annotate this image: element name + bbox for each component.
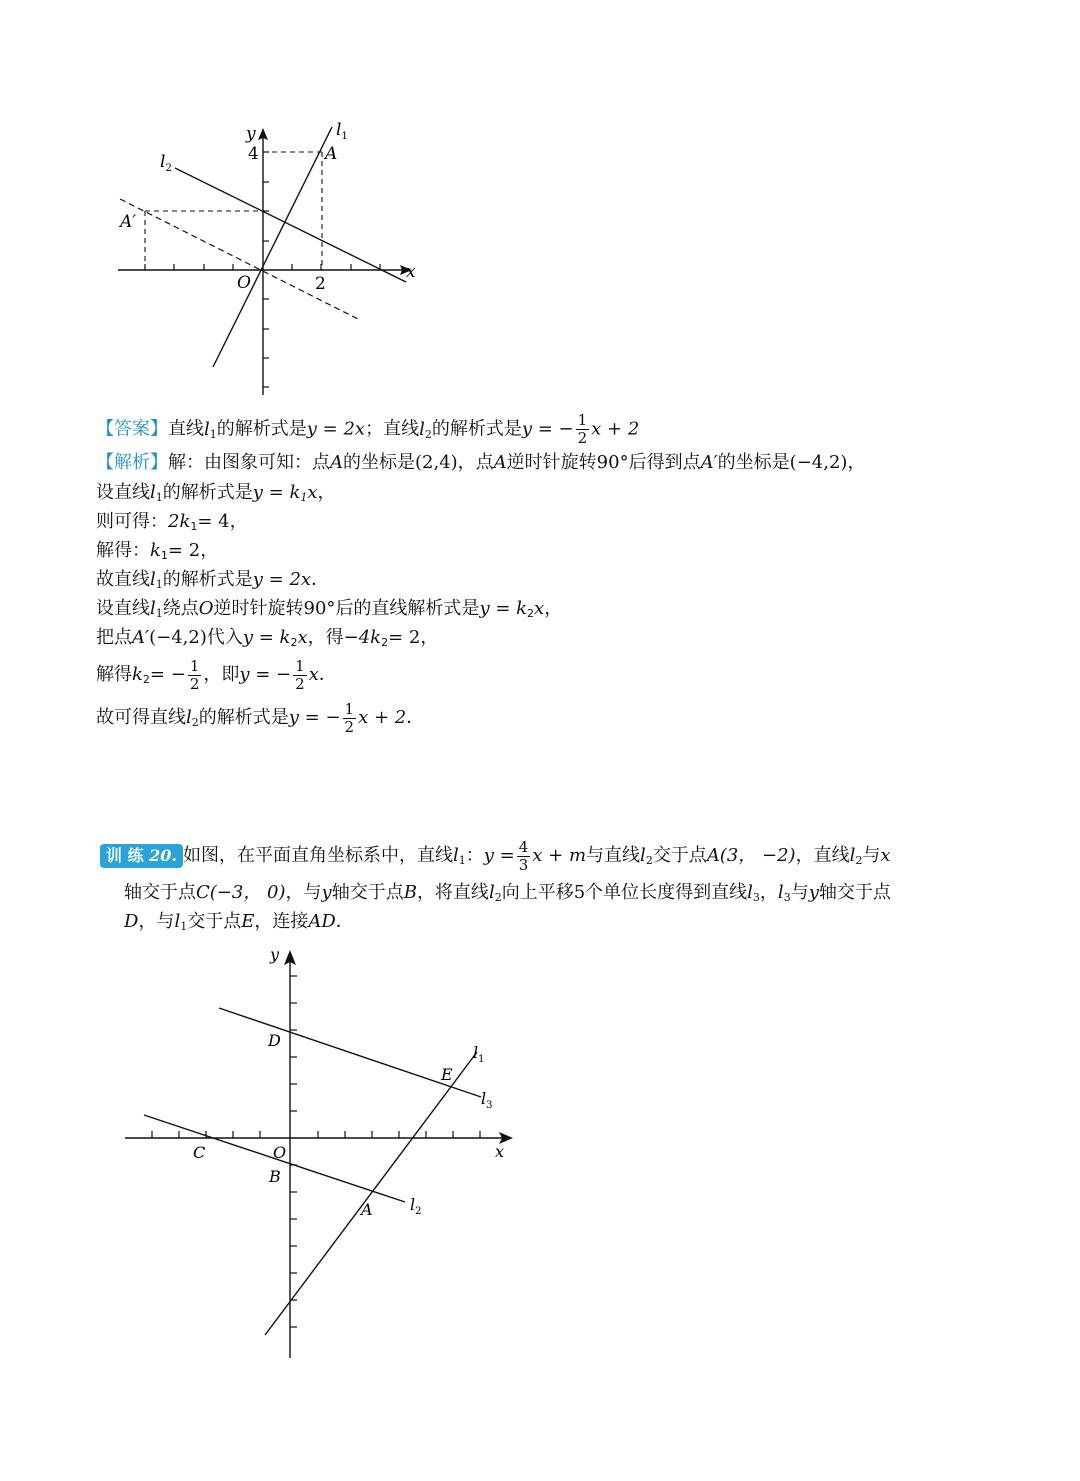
answer-line: 【答案】直线$l_1$的解析式是y = 2x；直线$l_2$的解析式是y = − $\frac{1}{2}$ x + 2 [96, 411, 640, 447]
exercise-line-2: 轴交于点C(−3， 0)，与y轴交于点B，将直线$l_2$向上平移5个单位长度得到直线$l_3$，$l_3$与y轴交于点 [124, 882, 891, 904]
analysis-line-8: 解得$k_2=$ − $\frac{1}{2}$ ，即y = − $\frac{1}{2}$ x． [96, 656, 337, 693]
analysis-line-3: 则可得：$2k_1= 4$， [96, 511, 248, 533]
y-axis-label: y [270, 945, 280, 964]
label-l2: $l_2$ [160, 152, 172, 174]
label-E: E [441, 1065, 453, 1084]
y-axis-label: y [246, 124, 256, 144]
label-B: B [269, 1167, 281, 1186]
label-four: 4 [248, 144, 259, 164]
analysis-line-5: 故直线$l_1$的解析式是y = 2x． [96, 569, 330, 591]
analysis-line-1: 【解析】解：由图象可知：点A的坐标是(2,4)，点A逆时针旋转90°后得到点A′的坐标是(−4,2)， [96, 452, 866, 473]
figure-1-graph [100, 115, 430, 405]
line-l1 [265, 1052, 477, 1335]
x-axis-label: x [495, 1142, 505, 1161]
exercise-line-1: 训 练 20. 如图，在平面直角坐标系中，直线$l_1$：y = $\frac{4}{3}$ x + m与直线$l_2$交于点A(3， −2)，直线$l_2$与x [100, 836, 891, 876]
analysis-tag: 【解析】 [96, 452, 168, 473]
answer-tag: 【答案】 [96, 418, 168, 440]
x-axis-label: x [406, 262, 416, 282]
label-l1: $l_1$ [336, 120, 348, 142]
label-origin: O [237, 273, 251, 293]
dashed-line [120, 199, 360, 320]
line-l2 [175, 168, 406, 282]
exercise-badge: 训 练 20. [100, 844, 183, 868]
label-C: C [193, 1143, 206, 1162]
analysis-line-6: 设直线$l_1$绕点O逆时针旋转90°后的直线解析式是$y = k_2x$， [96, 598, 563, 620]
analysis-line-2: 设直线$l_1$的解析式是$y = k_1x$， [96, 482, 336, 504]
label-A: A [325, 144, 338, 164]
exercise-line-3: D，与$l_1$交于点E，连接AD． [124, 911, 354, 933]
analysis-line-9: 故可得直线$l_2$的解析式是y = − $\frac{1}{2}$ x + 2． [96, 699, 425, 736]
label-two: 2 [315, 274, 326, 294]
label-D: D [268, 1031, 281, 1050]
label-l1: $l_1$ [473, 1043, 485, 1065]
figure-2-graph [115, 940, 525, 1365]
label-l2: $l_2$ [410, 1195, 422, 1217]
label-A-prime: A′ [120, 212, 137, 232]
analysis-line-7: 把点A′(−4,2)代入$y = k_2x$，得$-4k_2= 2$， [96, 627, 439, 649]
label-l3: $l_3$ [481, 1089, 493, 1111]
analysis-line-4: 解得：$k_1= 2$， [96, 540, 219, 562]
label-A: A [361, 1200, 373, 1219]
label-origin: O [273, 1143, 287, 1162]
line-l1 [213, 127, 332, 367]
fraction: $\frac{1}{2}$ [577, 411, 588, 447]
